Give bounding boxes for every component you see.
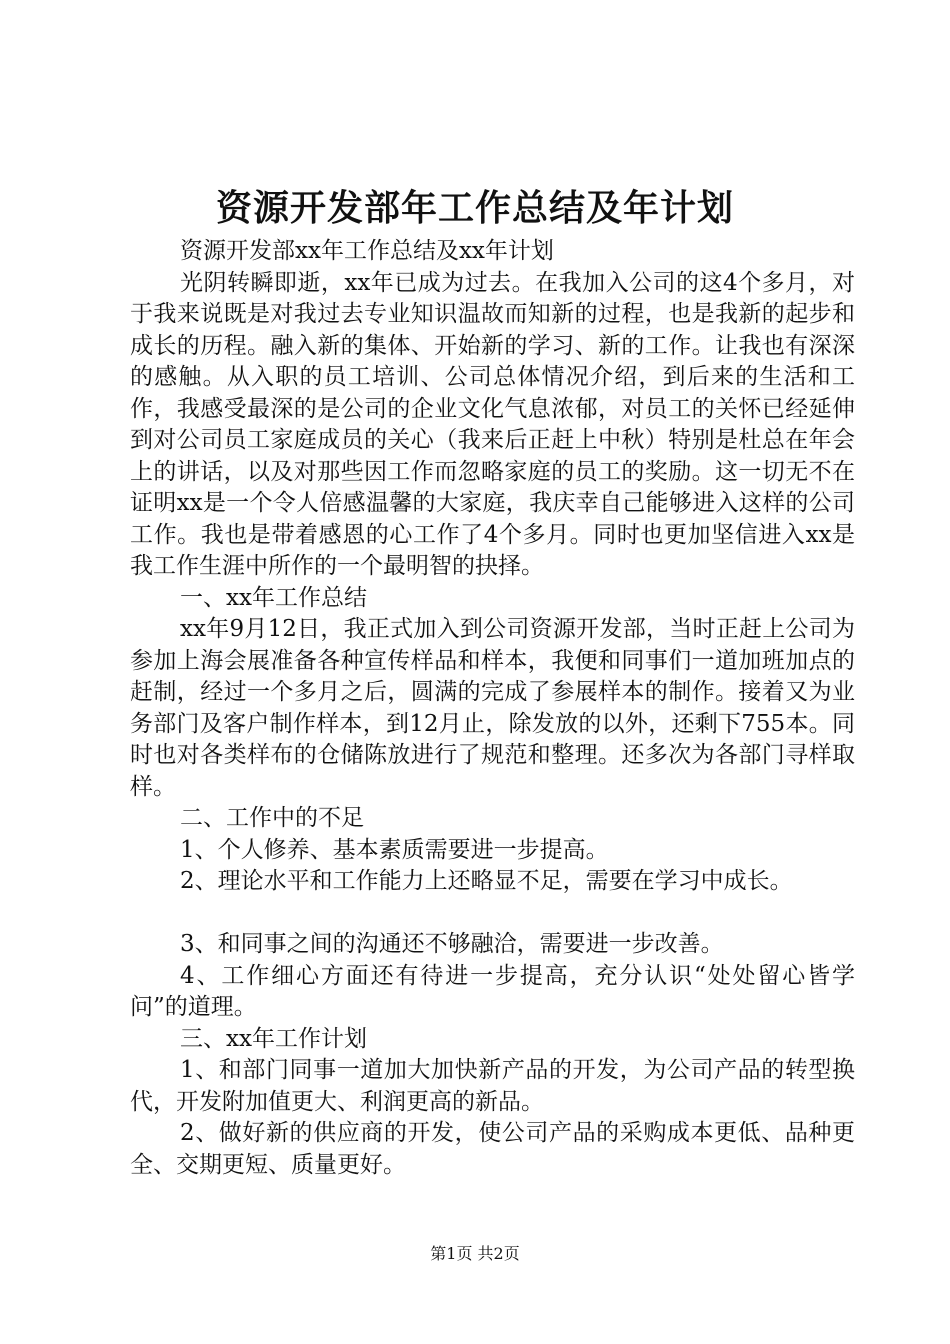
plan-item-1: 1、和部门同事一道加大加快新产品的开发，为公司产品的转型换代，开发附加值更大、利润更高的新品。 xyxy=(130,1057,855,1115)
shortcoming-item-1: 1、个人修养、基本素质需要进一步提高。 xyxy=(180,836,609,863)
plan-item-2: 2、做好新的供应商的开发，使公司产品的采购成本更低、品种更全、交期更短、质量更好。 xyxy=(130,1120,855,1178)
shortcoming-item-4: 4、工作细心方面还有待进一步提高，充分认识“处处留心皆学问”的道理。 xyxy=(130,962,855,1020)
subtitle-paragraph: 资源开发部xx年工作总结及xx年计划 xyxy=(180,238,554,264)
section-heading-shortcomings: 二、工作中的不足 xyxy=(180,805,364,831)
summary-paragraph: xx年9月12日，我正式加入到公司资源开发部，当时正赶上公司为参加上海会展准备各种宣传样品和样本，我便和同事们一道加班加点的赶制，经过一个多月之后，圆满的完成了参展样本的制作。接着又为业务部门及客户制作样本，到12月止，除发放的以外，还剩下755本。同时也对各类样布的仓储陈放进行了规范和整理。还多次为各部门寻样取样。 xyxy=(130,616,855,800)
intro-paragraph: 光阴转瞬即逝，xx年已成为过去。在我加入公司的这4个多月，对于我来说既是对我过去专业知识温故而知新的过程，也是我新的起步和成长的历程。融入新的集体、开始新的学习、新的工作。让我也有深深的感触。从入职的员工培训、公司总体情况介绍，到后来的生活和工作，我感受最深的是公司的企业文化气息浓郁，对员工的关怀已经延伸到对公司员工家庭成员的关心（我来后正赶上中秋）特别是杜总在年会上的讲话，以及对那些因工作而忽略家庭的员工的奖励。这一切无不在证明xx是一个令人倍感温馨的大家庭，我庆幸自己能够进入这样的公司工作。我也是带着感恩的心工作了4个多月。同时也更加坚信进入xx是我工作生涯中所作的一个最明智的抉择。 xyxy=(130,269,855,579)
page-footer: 第1页 共2页 xyxy=(430,1244,520,1263)
document-body xyxy=(130,236,855,1181)
shortcoming-item-2: 2、理论水平和工作能力上还略显不足，需要在学习中成长。 xyxy=(180,868,793,894)
shortcoming-item-3: 3、和同事之间的沟通还不够融洽，需要进一步改善。 xyxy=(180,931,724,957)
document-title: 资源开发部年工作总结及年计划 xyxy=(215,187,734,229)
section-heading-summary: 一、xx年工作总结 xyxy=(180,584,367,611)
section-heading-plan: 三、xx年工作计划 xyxy=(180,1025,367,1052)
